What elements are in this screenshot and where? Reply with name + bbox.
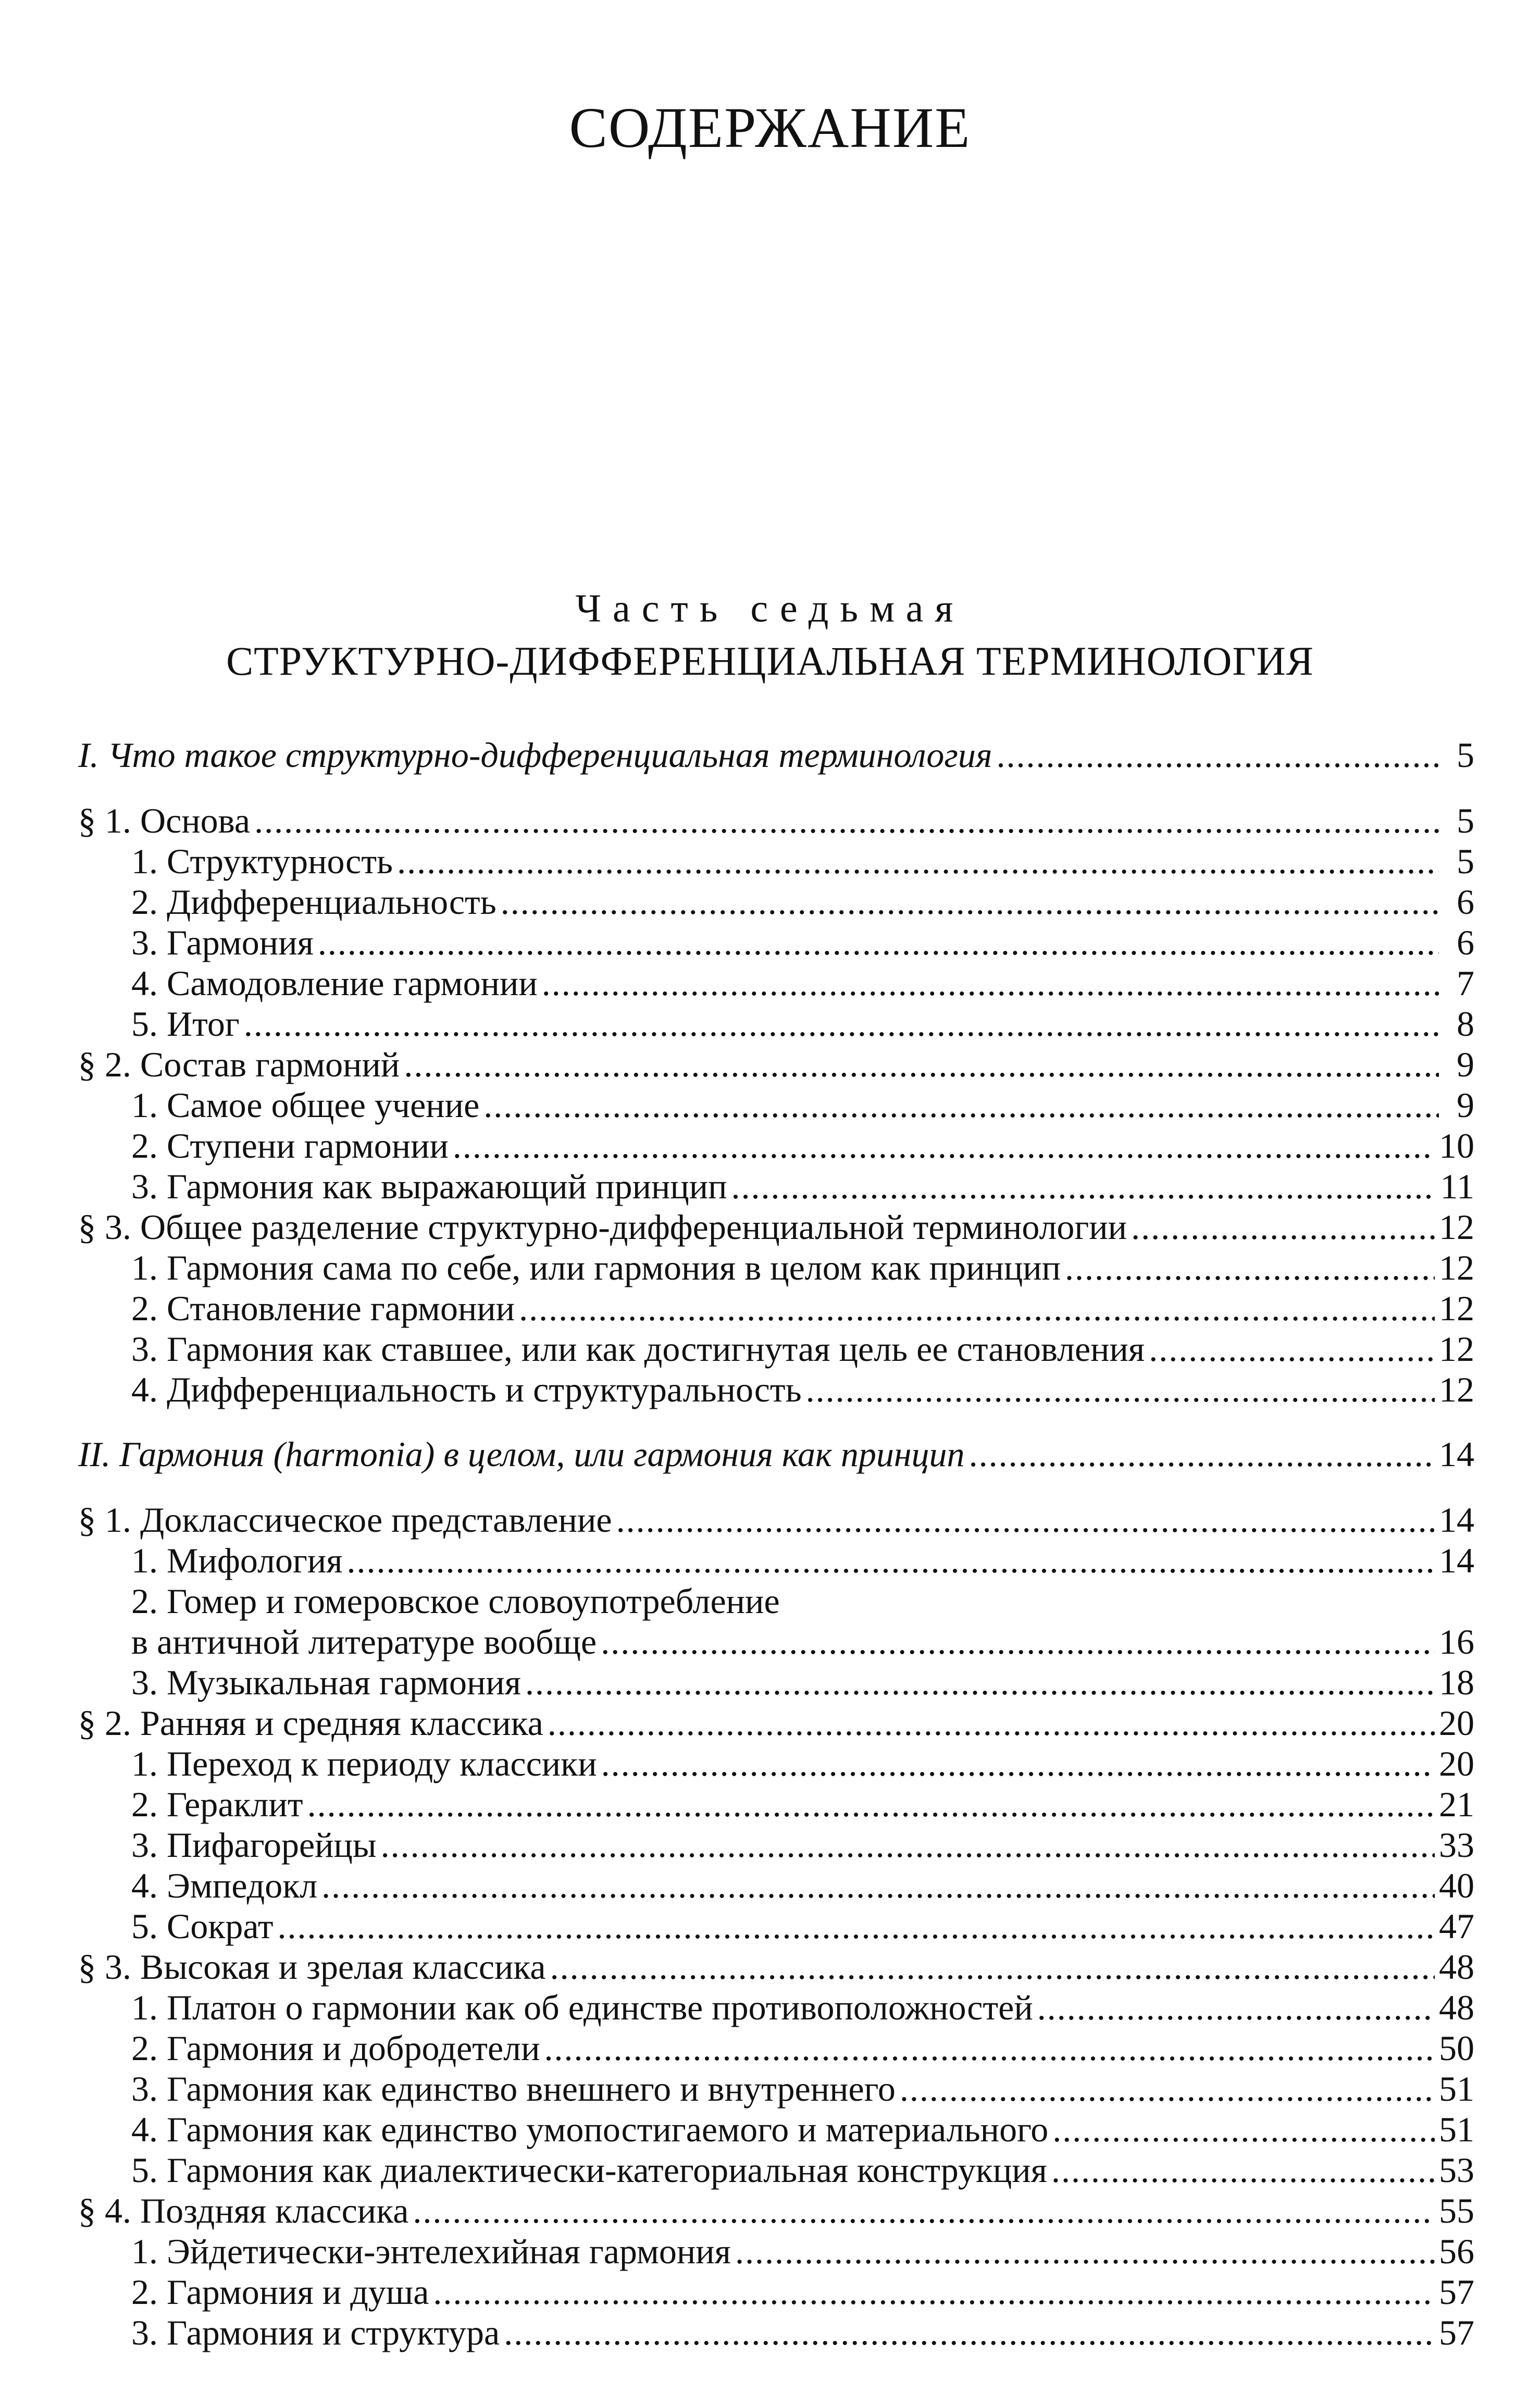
- toc-entry: [78, 2028, 1474, 2068]
- toc-page-number: 5: [1457, 801, 1474, 840]
- toc-page-number: 21: [1439, 1784, 1474, 1824]
- toc-dot-leader: [969, 1434, 1435, 1474]
- toc-entry: [78, 2231, 1474, 2272]
- toc-entry-title: I. Что такое структурно-дифференциальная терминология: [78, 735, 992, 775]
- toc-page-number: 5: [1457, 735, 1474, 775]
- toc-entry-title: 2. Гераклит: [131, 1784, 303, 1824]
- toc-page-number: 33: [1439, 1825, 1474, 1865]
- toc-dot-leader: [483, 1085, 1439, 1125]
- toc-page-number: 40: [1439, 1866, 1474, 1905]
- toc-entry-title: 2. Дифференциальность: [131, 882, 496, 922]
- toc-page-number: 14: [1439, 1500, 1474, 1540]
- toc-entry: [78, 2068, 1474, 2109]
- toc-section-entry: [78, 1044, 1474, 1085]
- toc-entry-title: § 4. Поздняя классика: [78, 2191, 409, 2230]
- toc-entry: [78, 1743, 1474, 1784]
- toc-entry-title: 4. Эмпедокл: [131, 1866, 318, 1905]
- toc-section-entry: [78, 800, 1474, 841]
- toc-entry-title: 2. Гармония и добродетели: [131, 2028, 540, 2068]
- toc-page-number: 48: [1439, 1988, 1474, 2027]
- toc-dot-leader: [519, 1288, 1435, 1329]
- toc-entry-title: 3. Пифагорейцы: [131, 1825, 377, 1865]
- toc-entry: [78, 1825, 1474, 1865]
- toc-dot-leader: [397, 841, 1439, 882]
- toc-entry-title: 1. Мифология: [131, 1541, 343, 1580]
- toc-dot-leader: [548, 1703, 1435, 1743]
- toc-dot-leader: [1051, 2150, 1435, 2190]
- toc-entry-title: 5. Итог: [131, 1004, 240, 1044]
- toc-entry-title: 1. Эйдетически-энтелехийная гармония: [131, 2232, 731, 2271]
- toc-page-number: 12: [1439, 1370, 1474, 1409]
- toc-entry: [78, 963, 1474, 1003]
- toc-entry: [78, 1906, 1474, 1947]
- toc-dot-leader: [404, 1044, 1439, 1085]
- toc-dot-leader: [381, 1825, 1435, 1865]
- toc-entry: [78, 922, 1474, 963]
- toc-entry-title: 3. Гармония как ставшее, или как достигнутая цель ее становления: [131, 1329, 1145, 1369]
- toc-dot-leader: [347, 1540, 1435, 1581]
- toc-page-number: 12: [1439, 1288, 1474, 1328]
- toc-page-number: 50: [1439, 2028, 1474, 2068]
- toc-dot-leader: [254, 800, 1439, 841]
- toc-page-number: 56: [1439, 2232, 1474, 2271]
- toc-entry: [78, 1784, 1474, 1825]
- toc-entry-title: 1. Самое общее учение: [131, 1085, 480, 1125]
- toc-entry-title: 1. Платон о гармонии как об единстве противоположностей: [131, 1988, 1033, 2027]
- toc-entry: [78, 1329, 1474, 1369]
- toc-page-number: 12: [1439, 1329, 1474, 1369]
- toc-dot-leader: [433, 2272, 1435, 2312]
- toc-entry-title: 4. Дифференциальность и структуральность: [131, 1370, 802, 1409]
- toc-chapter-entry: [78, 735, 1474, 776]
- toc-page-number: 9: [1457, 1045, 1474, 1084]
- toc-entry-title: § 3. Общее разделение структурно-дифференциальной терминологии: [78, 1207, 1127, 1247]
- toc-page-number: 20: [1439, 1703, 1474, 1743]
- toc-entry-title: 3. Гармония: [131, 923, 314, 962]
- toc-entry-title: § 2. Ранняя и средняя классика: [78, 1703, 543, 1743]
- toc-entry: [78, 1865, 1474, 1906]
- toc-dot-leader: [731, 1166, 1436, 1207]
- toc-page-number: 6: [1457, 923, 1474, 962]
- toc-entry: [78, 1987, 1474, 2028]
- toc-dot-leader: [413, 2190, 1435, 2231]
- toc-entry: [78, 1125, 1474, 1166]
- toc-entry-title: § 3. Высокая и зрелая классика: [78, 1947, 546, 1987]
- toc-dot-leader: [244, 1003, 1439, 1044]
- toc-dot-leader: [550, 1947, 1435, 1987]
- toc-entry-title: 1. Переход к периоду классики: [131, 1744, 597, 1783]
- toc-page-number: 5: [1457, 841, 1474, 881]
- toc-entry-title: 3. Музыкальная гармония: [131, 1663, 521, 1702]
- toc-page-number: 57: [1439, 2272, 1474, 2312]
- toc-entry-title: 3. Гармония как выражающий принцип: [131, 1167, 727, 1206]
- toc-entry: [78, 1288, 1474, 1329]
- toc-section-entry: [78, 1499, 1474, 1540]
- toc-dot-leader: [501, 882, 1439, 922]
- toc-entry: [78, 1247, 1474, 1288]
- toc-page-number: 51: [1439, 2069, 1474, 2109]
- toc-entry-title: 1. Гармония сама по себе, или гармония в целом как принцип: [131, 1248, 1061, 1287]
- toc-section-entry: [78, 1947, 1474, 1987]
- toc-dot-leader: [321, 1865, 1435, 1906]
- toc-page-number: 12: [1439, 1248, 1474, 1287]
- part-label: Часть седьмая: [575, 587, 965, 630]
- toc-entry-title: 2. Гомер и гомеровское словоупотребление: [131, 1581, 780, 1621]
- toc-chapter-entry: [78, 1434, 1474, 1476]
- toc-entry: [78, 1085, 1474, 1125]
- toc-page-number: 18: [1439, 1663, 1474, 1702]
- toc-section-entry: [78, 1207, 1474, 1247]
- page-title: СОДЕРЖАНИЕ: [569, 96, 971, 159]
- toc-page-number: 9: [1457, 1085, 1474, 1125]
- toc-entry: [78, 882, 1474, 922]
- toc-entry-title: 1. Структурность: [131, 841, 393, 881]
- toc-page-number: 53: [1439, 2150, 1474, 2190]
- toc-entry-title: § 1. Основа: [78, 801, 251, 840]
- toc-entry: [78, 1581, 1474, 1621]
- toc-entry-title: 3. Гармония и структура: [131, 2313, 500, 2352]
- toc-dot-leader: [544, 2028, 1435, 2068]
- toc-entry-title: 2. Ступени гармонии: [131, 1126, 449, 1166]
- toc-entry: [78, 1003, 1474, 1044]
- toc-entry-title: 3. Гармония как единство внешнего и внутреннего: [131, 2069, 896, 2109]
- toc-dot-leader: [1131, 1207, 1435, 1247]
- toc-entry: [78, 1662, 1474, 1703]
- toc-dot-leader: [504, 2312, 1435, 2353]
- toc-dot-leader: [1149, 1329, 1435, 1369]
- toc-entry-title: 5. Сократ: [131, 1906, 274, 1946]
- toc-entry-title: 2. Гармония и душа: [131, 2272, 429, 2312]
- toc-page-number: 14: [1439, 1434, 1474, 1474]
- toc-page-number: 57: [1439, 2313, 1474, 2352]
- toc-entry: [78, 1369, 1474, 1410]
- toc-entry-title: 4. Гармония как единство умопостигаемого и материального: [131, 2110, 1049, 2149]
- toc-entry: [78, 2109, 1474, 2150]
- toc-page-number: 6: [1457, 882, 1474, 922]
- toc-entry: [78, 2272, 1474, 2312]
- toc-section-entry: [78, 2190, 1474, 2231]
- toc-dot-leader: [735, 2231, 1435, 2272]
- toc-page-number: 14: [1439, 1541, 1474, 1580]
- toc-dot-leader: [307, 1784, 1435, 1825]
- toc-entry: [78, 2150, 1474, 2190]
- toc-page-number: 11: [1440, 1167, 1474, 1206]
- toc-entry-title: в античной литературе вообще: [131, 1622, 597, 1662]
- toc-entry: [78, 2312, 1474, 2353]
- toc-dot-leader: [601, 1743, 1435, 1784]
- toc-dot-leader: [806, 1369, 1435, 1410]
- toc-dot-leader: [616, 1499, 1435, 1540]
- toc-dot-leader: [542, 963, 1439, 1003]
- toc-dot-leader: [278, 1906, 1435, 1947]
- toc-section-entry: [78, 1703, 1474, 1743]
- toc-page-number: 10: [1439, 1126, 1474, 1166]
- toc-entry: [78, 1540, 1474, 1581]
- toc-dot-leader: [996, 735, 1439, 775]
- toc-page-number: 55: [1439, 2191, 1474, 2230]
- toc-dot-leader: [453, 1125, 1435, 1166]
- toc-dot-leader: [601, 1621, 1435, 1662]
- toc-page-number: 7: [1457, 963, 1474, 1003]
- toc-page-number: 16: [1439, 1622, 1474, 1662]
- toc-entry-title: 2. Становление гармонии: [131, 1288, 515, 1328]
- toc-dot-leader: [1037, 1987, 1435, 2028]
- toc-entry: [78, 1166, 1474, 1207]
- toc-entry-title: 5. Гармония как диалектически-категориальная конструкция: [131, 2150, 1047, 2190]
- toc-page-number: 51: [1439, 2110, 1474, 2149]
- toc-entry-title: II. Гармония (harmonia) в целом, или гармония как принцип: [78, 1434, 965, 1474]
- toc-dot-leader: [525, 1662, 1435, 1703]
- table-of-contents: [78, 735, 1474, 2353]
- toc-dot-leader: [900, 2068, 1435, 2109]
- toc-dot-leader: [1065, 1247, 1435, 1288]
- toc-entry: [78, 1621, 1474, 1662]
- toc-page-number: 8: [1457, 1004, 1474, 1044]
- toc-entry-title: 4. Самодовление гармонии: [131, 963, 538, 1003]
- toc-entry: [78, 841, 1474, 882]
- part-title: СТРУКТУРНО-ДИФФЕРЕНЦИАЛЬНАЯ ТЕРМИНОЛОГИЯ: [226, 638, 1314, 684]
- toc-entry-title: § 2. Состав гармоний: [78, 1045, 400, 1084]
- toc-dot-leader: [1052, 2109, 1435, 2150]
- toc-page-number: 20: [1439, 1744, 1474, 1783]
- toc-page-number: 12: [1439, 1207, 1474, 1247]
- toc-page-number: 47: [1439, 1906, 1474, 1946]
- toc-entry-title: § 1. Доклассическое представление: [78, 1500, 612, 1540]
- toc-page-number: 48: [1439, 1947, 1474, 1987]
- toc-dot-leader: [318, 922, 1439, 963]
